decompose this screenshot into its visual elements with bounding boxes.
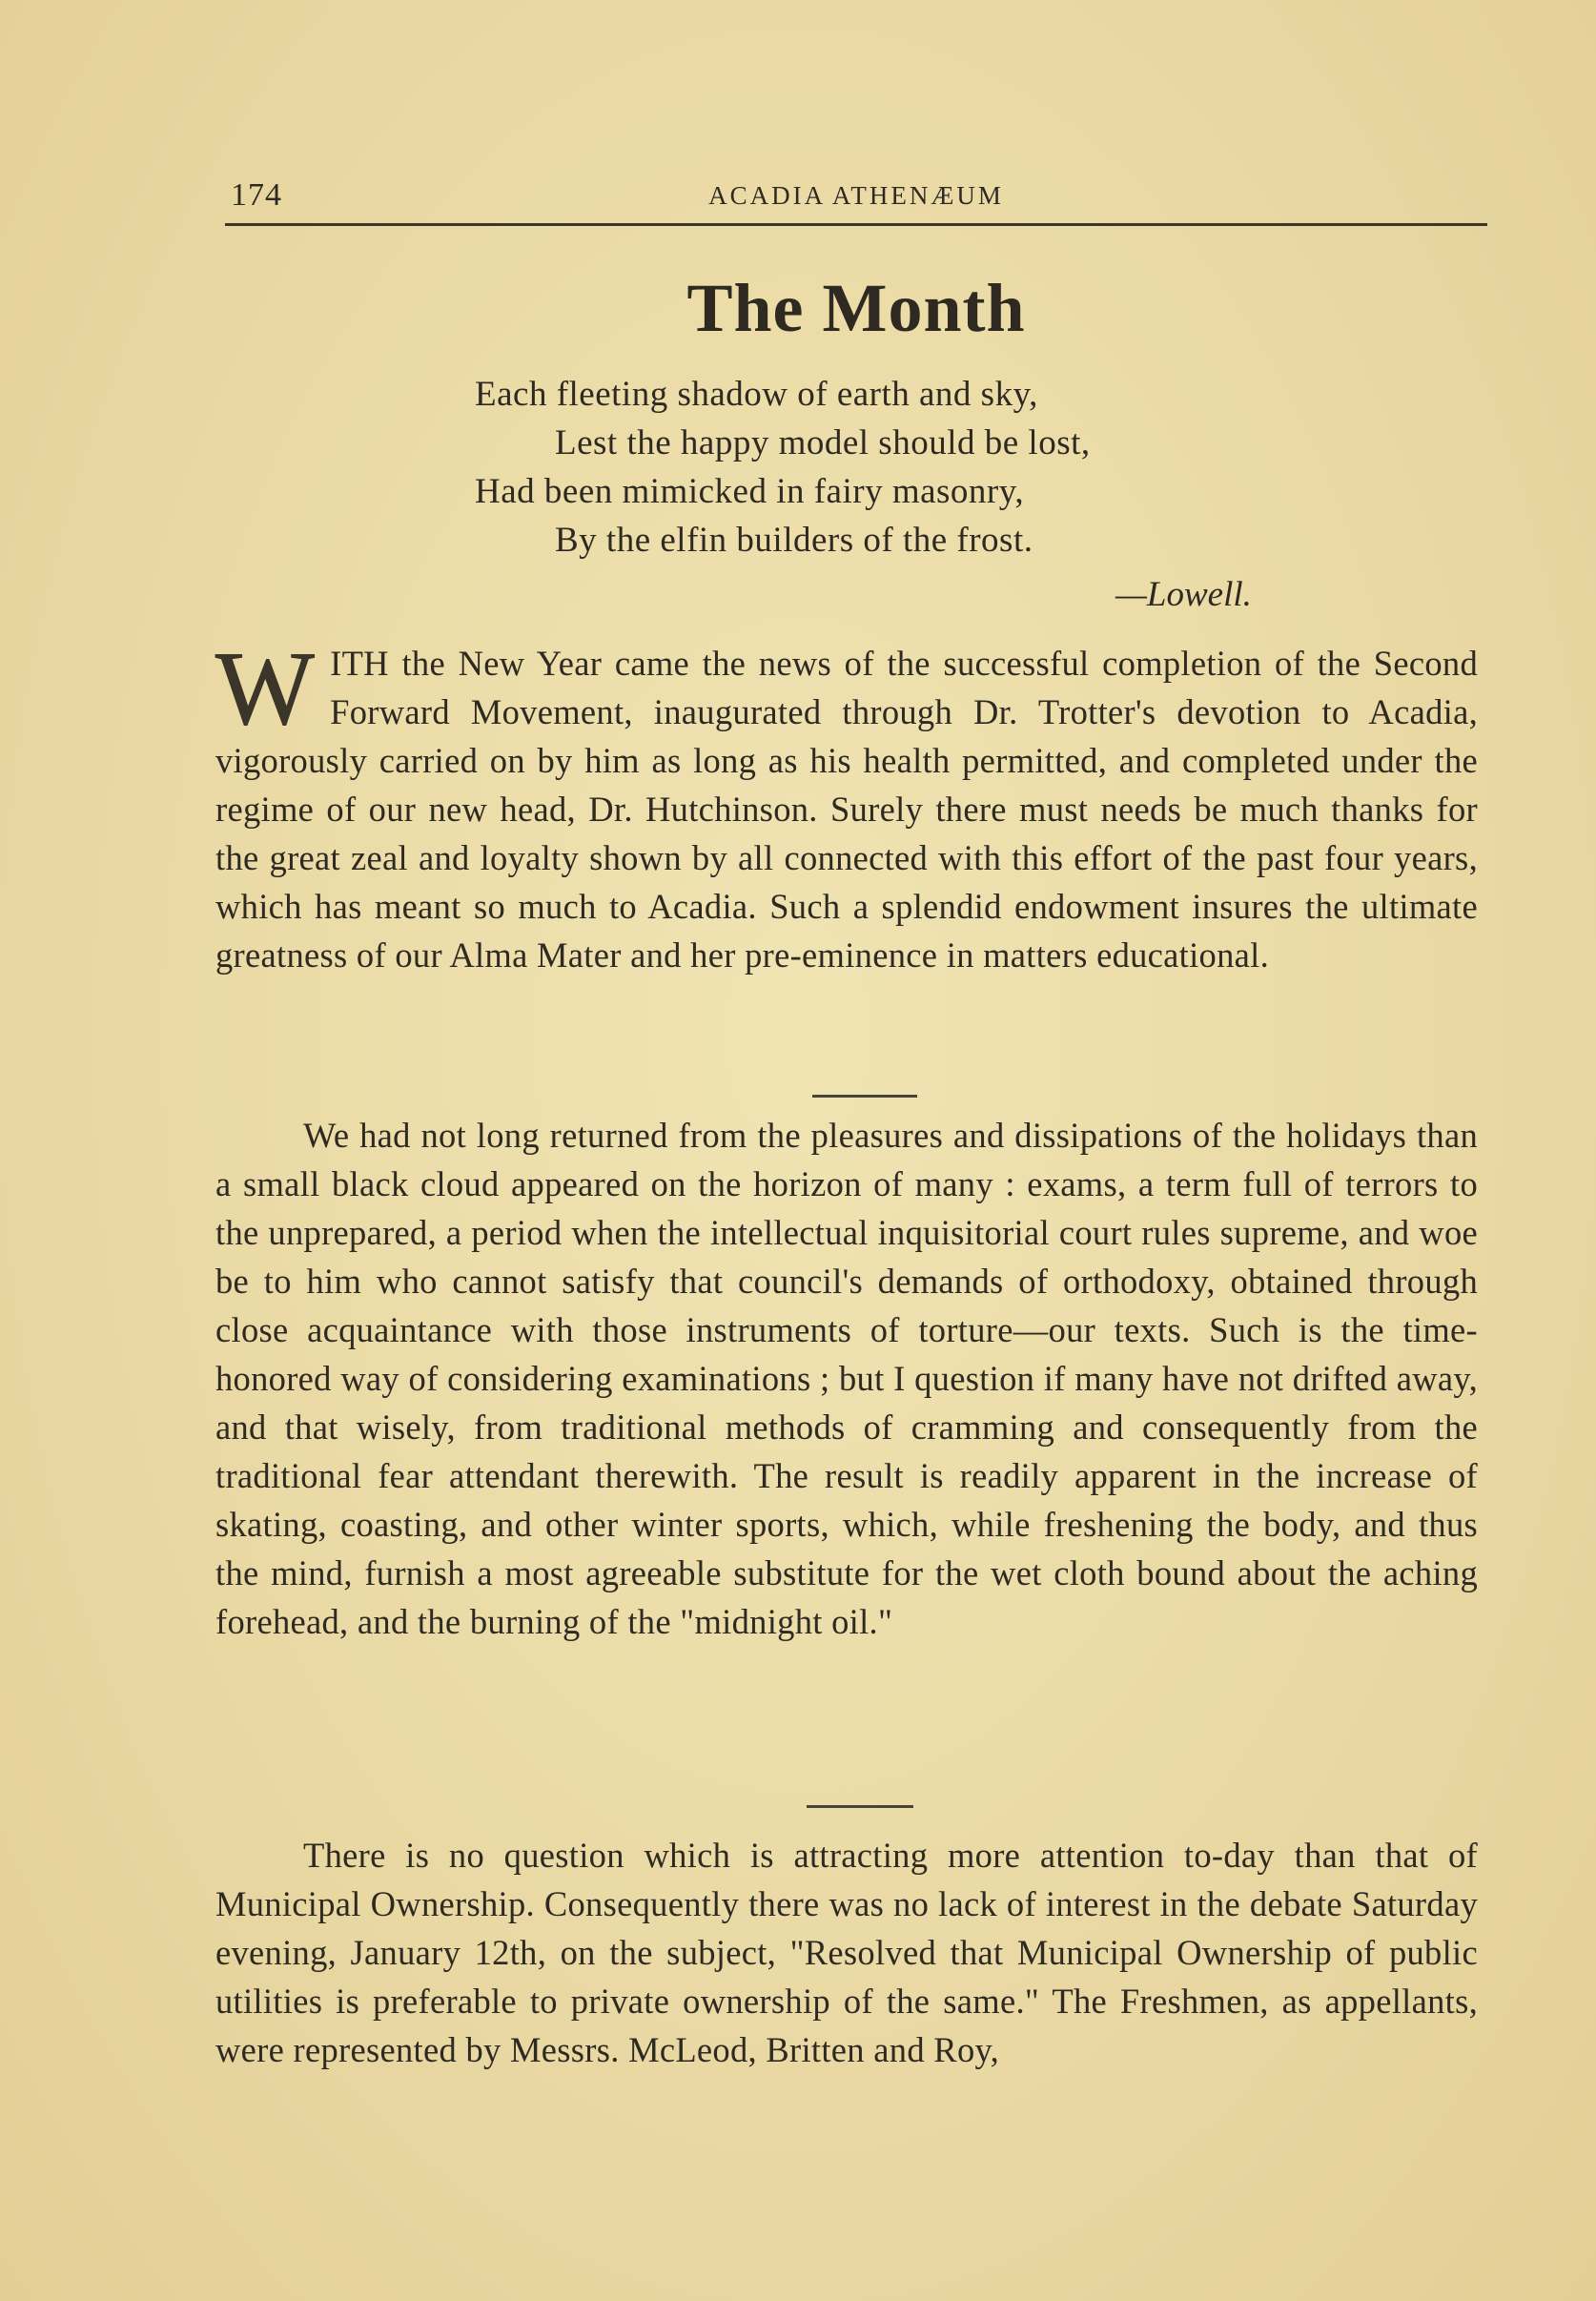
running-head: ACADIA ATHENÆUM [708, 181, 1004, 210]
header-rule [225, 223, 1487, 226]
poem-line: Lest the happy model should be lost, [555, 423, 1091, 462]
drop-cap: W [215, 630, 316, 747]
section-divider [812, 1095, 917, 1098]
poem-line: Each fleeting shadow of earth and sky, [475, 375, 1038, 414]
poem-attribution: —Lowell. [1115, 575, 1252, 614]
paragraph-exams: We had not long returned from the pleasures and dissipations of the holidays than a small black cloud appeared on the horizon of many : exams, a term full of terrors to the unprepared, a period when the intellectual inquisitorial court rules supreme, and woe be to him who cannot satisfy that council's demands of orthodoxy, obtained through close acquaintance with those instruments of torture—our texts. Such is the time-honored way of considering examinations ; but I question if many have not drifted away, and that wisely, from traditional methods of cramming and consequently from the traditional fear attendant therewith. The result is readily apparent in the increase of skating, coasting, and other winter sports, which, while freshening the body, and thus the mind, furnish a most agreeable substitute for the wet cloth bound about the aching forehead, and the burning of the "midnight oil." [215, 1116, 1478, 1641]
section-divider [807, 1805, 913, 1808]
poem-line: By the elfin builders of the frost. [555, 521, 1033, 560]
paragraph-new-year [215, 630, 1478, 979]
paragraph-text: ITH the New Year came the news of the successful completion of the Second Forward Movement, inaugurated through Dr. Trotter's devotion to Acadia, vigorously carried on by him as long as his health permitted, and completed under the regime of our new head, Dr. Hutchinson. Surely there must needs be much thanks for the great zeal and loyalty shown by all connected with this effort of the past four years, which has meant so much to Acadia. Such a splendid endowment insures the ultimate greatness of our Alma Mater and her pre-eminence in matters educational. [215, 644, 1478, 975]
article-title: The Month [686, 270, 1026, 346]
page-number: 174 [231, 177, 282, 213]
paragraph-debate: There is no question which is attracting more attention to-day than that of Municipal Ownership. Consequently there was no lack of interest in the debate Saturday evening, January 12th, on the subject, "Resolved that Municipal Ownership of public utilities is preferable to private ownership of the same." The Freshmen, as appellants, were represented by Messrs. McLeod, Britten and Roy, [215, 1836, 1478, 2069]
poem-line: Had been mimicked in fairy masonry, [475, 472, 1025, 511]
page-header [225, 174, 1487, 221]
